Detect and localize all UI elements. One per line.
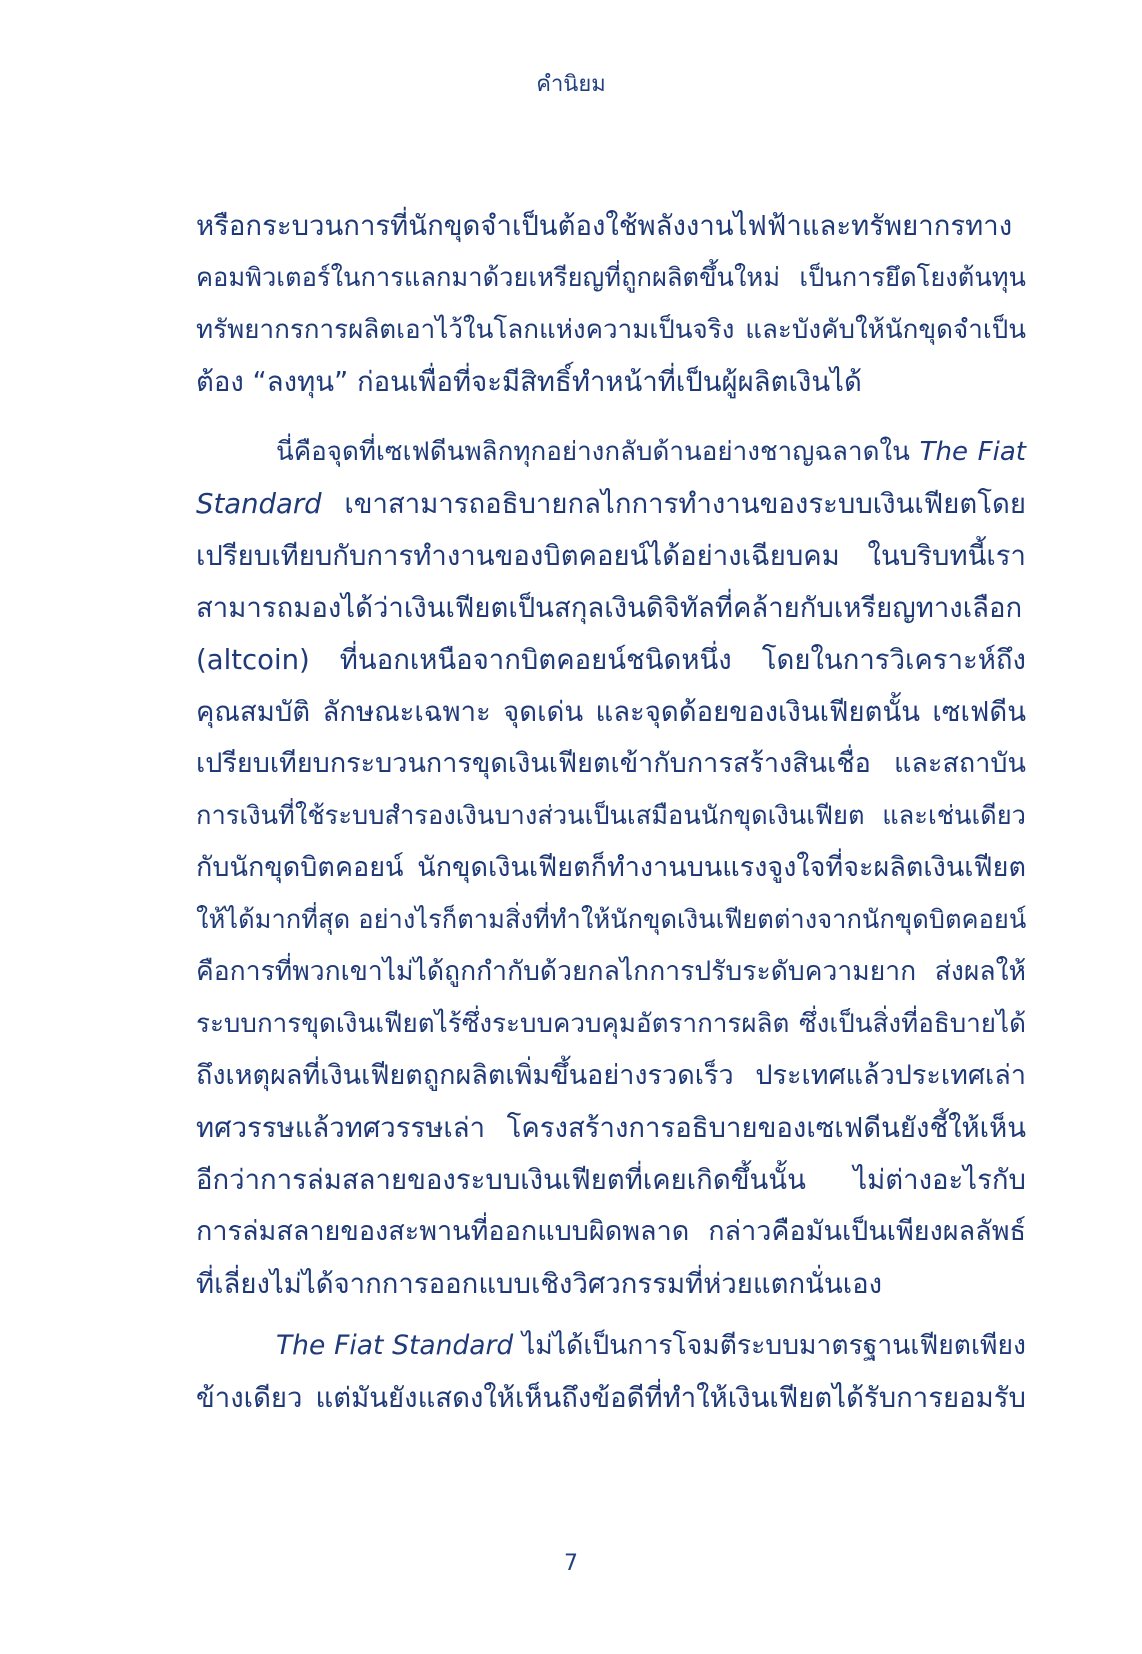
paragraph-line [196, 478, 1026, 530]
paragraph-line: เปรียบเทียบกับการทำงานของบิตคอยน์ได้อย่างเฉียบคม ในบริบทนี้เรา [196, 540, 1026, 572]
paragraph-line: ระบบการขุดเงินเฟียตไร้ซึ่งระบบควบคุมอัตราการผลิต ซึ่งเป็นสิ่งที่อธิบายได้ [196, 1009, 1026, 1039]
paragraph-text: ไม่ได้เป็นการโจมตีระบบมาตรฐานเฟียตเพียง [521, 1330, 1026, 1361]
paragraph-line: กับนักขุดบิตคอยน์ นักขุดเงินเฟียตก็ทำงานบนแรงจูงใจที่จะผลิตเงินเฟียต [196, 852, 1026, 883]
paragraph-line: ทรัพยากรการผลิตเอาไว้ในโลกแห่งความเป็นจริง และบังคับให้นักขุดจำเป็น [196, 315, 1026, 345]
paragraph-line: คือการที่พวกเขาไม่ได้ถูกกำกับด้วยกลไกการปรับระดับความยาก ส่งผลให้ [196, 956, 1026, 987]
paragraph-line [196, 1320, 1026, 1372]
page-number: 7 [564, 1551, 578, 1576]
paragraph-line: หรือกระบวนการที่นักขุดจำเป็นต้องใช้พลังงานไฟฟ้าและทรัพยากรทาง [196, 210, 1013, 242]
paragraph-line: (altcoin) ที่นอกเหนือจากบิตคอยน์ชนิดหนึ่ง โดยในการวิเคราะห์ถึง [196, 644, 1026, 676]
paragraph-line: ที่เลี่ยงไม่ได้จากการออกแบบเชิงวิศวกรรมที่ห่วยแตกนั่นเอง [196, 1268, 883, 1300]
paragraph-text: นี่คือจุดที่เซเฟดีนพลิกทุกอย่างกลับด้านอย่างชาญฉลาดใน [276, 437, 910, 467]
paragraph-line: อีกว่าการล่มสลายของระบบเงินเฟียตที่เคยเกิดขึ้นนั้น ไม่ต่างอะไรกับ [196, 1164, 1026, 1196]
paragraph-line: คอมพิวเตอร์ในการแลกมาด้วยเหรียญที่ถูกผลิตขึ้นใหม่ เป็นการยึดโยงต้นทุน [196, 263, 1026, 293]
paragraph-line: ต้อง “ลงทุน” ก่อนเพื่อที่จะมีสิทธิ์ทำหน้าที่เป็นผู้ผลิตเงินได้ [196, 366, 862, 398]
paragraph-text: เขาสามารถอธิบายกลไกการทำงานของระบบเงินเฟียตโดย [344, 488, 1026, 520]
paragraph-line: การเงินที่ใช้ระบบสำรองเงินบางส่วนเป็นเสมือนนักขุดเงินเฟียต และเช่นเดียว [196, 801, 1026, 831]
paragraph-2 [196, 426, 1026, 1310]
paragraph-line: ข้างเดียว แต่มันยังแสดงให้เห็นถึงข้อดีที่ทำให้เงินเฟียตได้รับการยอมรับ [196, 1382, 1026, 1414]
paragraph-line: สามารถมองได้ว่าเงินเฟียตเป็นสกุลเงินดิจิทัลที่คล้ายกับเหรียญทางเลือก [196, 592, 1023, 624]
paragraph-3 [196, 1320, 1026, 1424]
book-title: The Fiat [919, 437, 1026, 467]
book-title: Standard [196, 488, 322, 520]
paragraph-line [196, 426, 1026, 478]
paragraph-line: คุณสมบัติ ลักษณะเฉพาะ จุดเด่น และจุดด้อยของเงินเฟียตนั้น เซเฟดีน [196, 696, 1026, 728]
book-title: The Fiat Standard [276, 1330, 514, 1361]
paragraph-line: เปรียบเทียบกระบวนการขุดเงินเฟียตเข้ากับการสร้างสินเชื่อ และสถาบัน [196, 748, 1026, 779]
paragraph-1 [196, 200, 1026, 408]
paragraph-line: ทศวรรษแล้วทศวรรษเล่า โครงสร้างการอธิบายของเซเฟดีนยังชี้ให้เห็น [196, 1112, 1026, 1144]
paragraph-line: ถึงเหตุผลที่เงินเฟียตถูกผลิตเพิ่มขึ้นอย่างรวดเร็ว ประเทศแล้วประเทศเล่า [196, 1060, 1026, 1091]
paragraph-line: ให้ได้มากที่สุด อย่างไรก็ตามสิ่งที่ทำให้นักขุดเงินเฟียตต่างจากนักขุดบิตคอยน์ [196, 905, 1027, 935]
paragraph-line: การล่มสลายของสะพานที่ออกแบบผิดพลาด กล่าวคือมันเป็นเพียงผลลัพธ์ [196, 1216, 1026, 1247]
running-header: คำนิยม [536, 72, 606, 97]
